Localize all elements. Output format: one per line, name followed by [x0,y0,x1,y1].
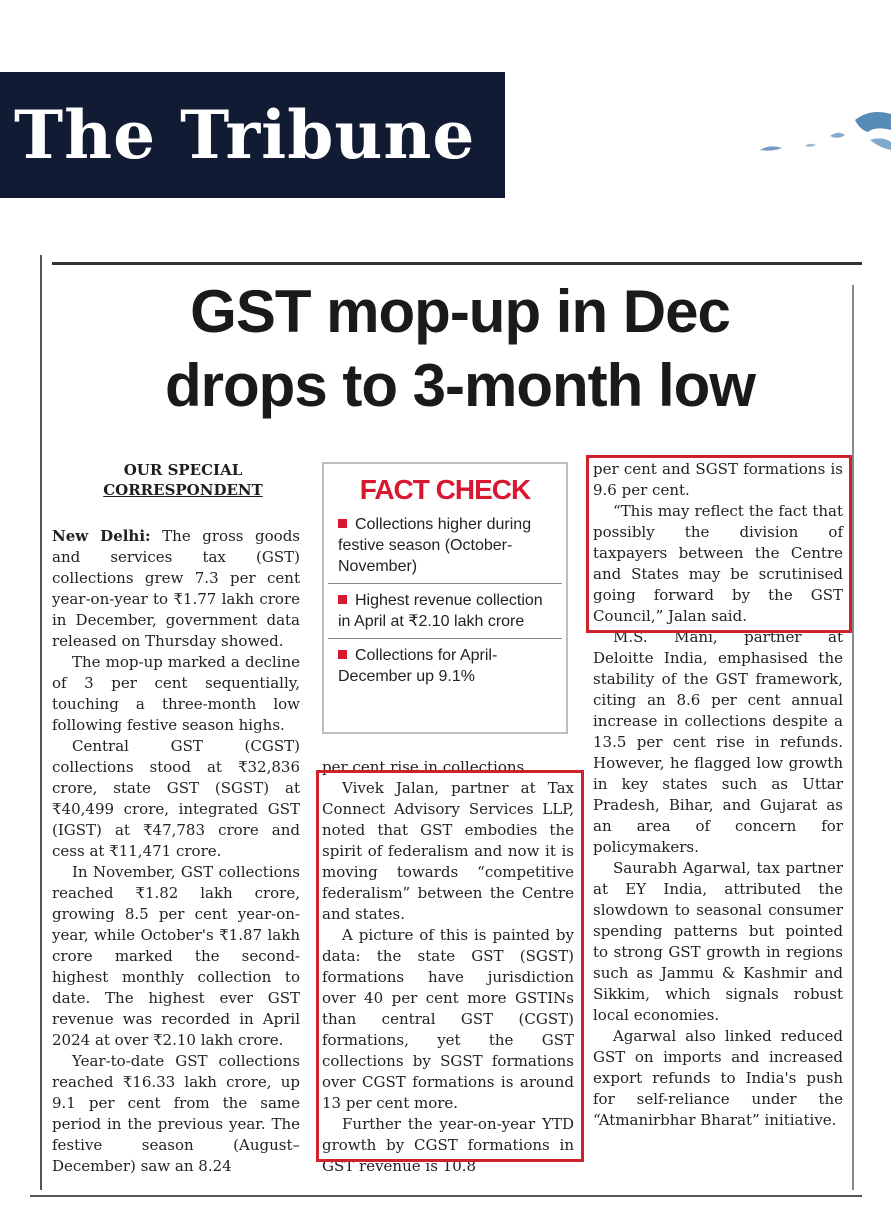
article-column-1 [52,526,300,1177]
headline-line-2: drops to 3-month low [165,352,755,419]
square-bullet-icon [338,650,347,659]
paragraph: Saurabh Agarwal, tax partner at EY India, attributed the slowdown to seasonal consumer spending patterns but pointed to strong GST growth in regions such as Jammu & Kashmir and Sikkim, which signals robust local economies. [593,859,843,1024]
article-headline [80,275,840,423]
byline-line-1: OUR SPECIAL [123,461,243,479]
paragraph: M.S. Mani, partner at Deloitte India, emphasised the stability of the GST framework, citing an 8.6 per cent annual increase in collections despite a 13.5 per cent rise in refunds. However, he flagged low growth in key states such as Uttar Pradesh, Bihar, and Gujarat as an area of concern for policymakers. [593,628,843,856]
paragraph: Agarwal also linked reduced GST on imports and increased export refunds to India's push for self-reliance under the “Atmanirbhar Bharat” initiative. [593,1027,843,1129]
paragraph: per cent and SGST formations is 9.6 per cent. [593,460,843,499]
column-rule-right [852,285,854,1190]
fact-check-item: Collections for April-December up 9.1% [328,638,562,693]
article-column-2 [322,757,574,1177]
paragraph: Year-to-date GST collections reached ₹16.33 lakh crore, up 9.1 per cent from the same period in the previous year. The festive season (August–December) saw an 8.24 [52,1052,300,1175]
dateline: New Delhi: [52,527,151,545]
paragraph: New Delhi: The gross goods and services tax (GST) collections grew 7.3 per cent year-on-year to ₹1.77 lakh crore in December, government data released on Thursday showed. [52,527,300,650]
article-column-3 [593,459,843,1131]
decorative-splash [750,100,891,160]
paragraph: Further the year-on-year YTD growth by CGST formations in GST revenue is 10.8 [322,1115,574,1175]
paragraph: per cent rise in collections. [322,758,529,776]
paragraph: The mop-up marked a decline of 3 per cent sequentially, touching a three-month low following festive season highs. [52,653,300,734]
headline-line-1: GST mop-up in Dec [190,278,730,345]
top-rule [52,262,862,265]
masthead-logo: The Tribune [14,96,476,174]
paragraph: Central GST (CGST) collections stood at ₹32,836 crore, state GST (SGST) at ₹40,499 crore, integrated GST (IGST) at ₹47,783 crore and cess at ₹11,471 crore. [52,737,300,860]
paragraph: “This may reflect the fact that possibly the division of taxpayers between the Centre and States may be scrutinised going forward by the GST Council,” Jalan said. [593,502,843,625]
column-rule-left [40,255,42,1190]
byline [88,460,278,500]
paragraph: A picture of this is painted by data: the state GST (SGST) formations have jurisdiction over 40 per cent more GSTINs than central GST (CGST) formations, yet the GST collections by SGST formations over CGST formations is around 13 per cent more. [322,926,574,1112]
paragraph: In November, GST collections reached ₹1.82 lakh crore, growing 8.5 per cent year-on-year, while October's ₹1.87 lakh crore marked the second-highest monthly collection to date. The highest ever GST revenue was recorded in April 2024 at over ₹2.10 lakh crore. [52,863,300,1049]
fact-check-item: Collections higher during festive season (October-November) [338,516,532,575]
square-bullet-icon [338,519,347,528]
fact-check-box [322,462,568,734]
byline-line-2: CORRESPONDENT [103,481,263,499]
masthead [0,72,505,198]
fact-check-title: FACT CHECK [359,474,531,505]
square-bullet-icon [338,595,347,604]
fact-check-item: Highest revenue collection in April at ₹2.10 lakh crore [328,583,562,638]
bottom-rule [30,1195,862,1197]
paragraph: Vivek Jalan, partner at Tax Connect Advisory Services LLP, noted that GST embodies the spirit of federalism and now it is moving towards “competitive federalism” between the Centre and states. [322,779,574,923]
